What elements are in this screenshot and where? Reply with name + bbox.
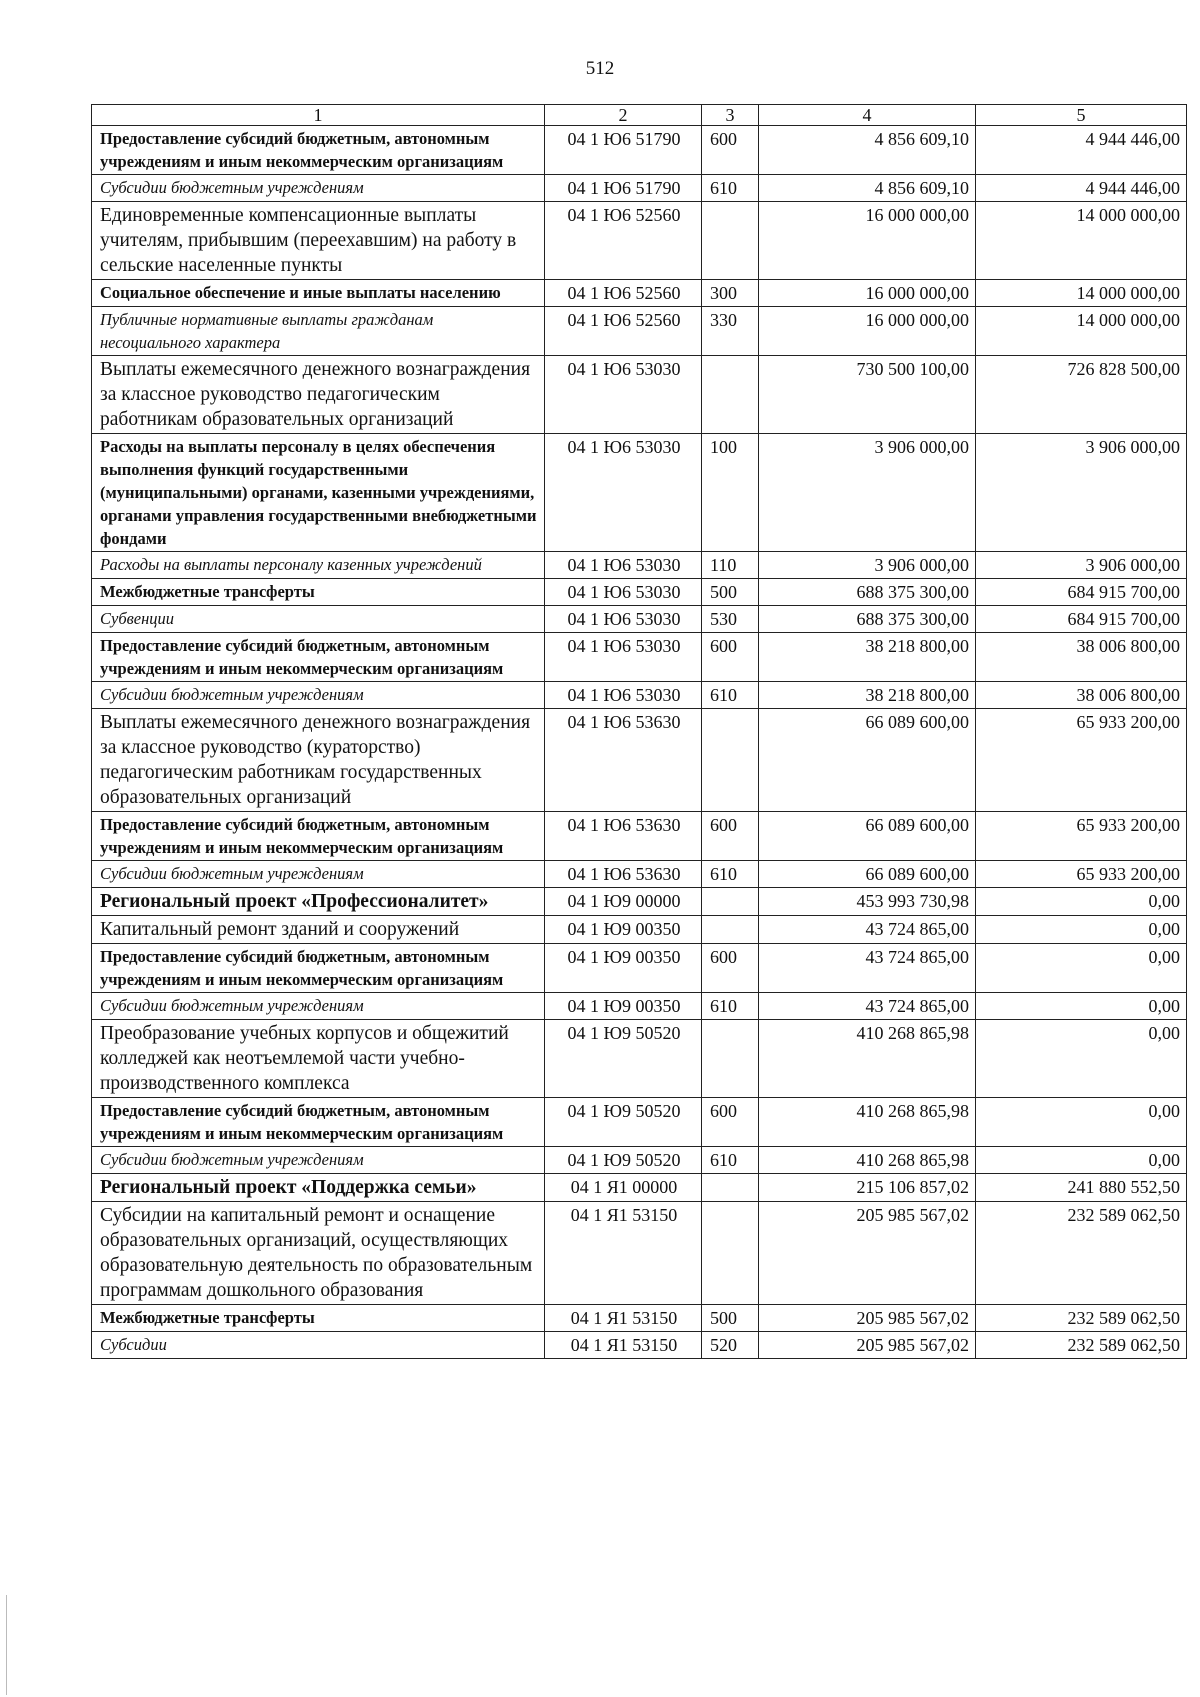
table-row [92, 1332, 1187, 1359]
row-sum-year2-cell: 3 906 000,00 [976, 552, 1187, 579]
row-sum-year1-cell: 38 218 800,00 [759, 682, 976, 709]
row-sum-year2-cell: 4 944 446,00 [976, 126, 1187, 175]
header-cell: 4 [759, 105, 976, 126]
row-sum-year1-cell: 16 000 000,00 [759, 307, 976, 356]
row-sum-year2-cell: 0,00 [976, 888, 1187, 916]
table-row [92, 861, 1187, 888]
row-code-cell: 04 1 Ю6 53630 [545, 812, 702, 861]
row-sum-year1-cell: 688 375 300,00 [759, 606, 976, 633]
row-code-cell: 04 1 Ю9 00350 [545, 916, 702, 944]
row-sum-year1-cell: 3 906 000,00 [759, 552, 976, 579]
row-type-cell: 610 [702, 1147, 759, 1174]
row-sum-year1-cell: 205 985 567,02 [759, 1305, 976, 1332]
row-code-cell: 04 1 Ю6 51790 [545, 175, 702, 202]
table-row [92, 126, 1187, 175]
header-cell: 3 [702, 105, 759, 126]
row-code-cell: 04 1 Ю9 00000 [545, 888, 702, 916]
row-sum-year2-cell: 65 933 200,00 [976, 709, 1187, 812]
row-code-cell: 04 1 Ю6 53030 [545, 633, 702, 682]
row-sum-year2-cell: 3 906 000,00 [976, 434, 1187, 552]
table-row [92, 993, 1187, 1020]
row-code-cell: 04 1 Ю6 53030 [545, 356, 702, 434]
row-sum-year2-cell: 726 828 500,00 [976, 356, 1187, 434]
row-type-cell: 500 [702, 1305, 759, 1332]
table-row [92, 606, 1187, 633]
row-type-cell: 500 [702, 579, 759, 606]
row-name-cell: Субсидии бюджетным учреждениям [92, 682, 545, 709]
row-name-cell: Единовременные компенсационные выплаты учителям, прибывшим (переехавшим) на работу в сельские населенные пункты [92, 202, 545, 280]
row-name-cell: Предоставление субсидий бюджетным, автономным учреждениям и иным некоммерческим организациям [92, 944, 545, 993]
row-type-cell: 100 [702, 434, 759, 552]
table-row [92, 434, 1187, 552]
row-sum-year1-cell: 43 724 865,00 [759, 944, 976, 993]
row-type-cell: 600 [702, 126, 759, 175]
row-type-cell: 610 [702, 175, 759, 202]
row-name-cell: Предоставление субсидий бюджетным, автономным учреждениям и иным некоммерческим организациям [92, 812, 545, 861]
table-row [92, 579, 1187, 606]
row-type-cell: 610 [702, 861, 759, 888]
row-name-cell: Межбюджетные трансферты [92, 1305, 545, 1332]
budget-table [91, 104, 1187, 1359]
table-row [92, 1202, 1187, 1305]
row-sum-year1-cell: 66 089 600,00 [759, 812, 976, 861]
row-sum-year1-cell: 688 375 300,00 [759, 579, 976, 606]
row-name-cell: Предоставление субсидий бюджетным, автономным учреждениям и иным некоммерческим организациям [92, 126, 545, 175]
row-type-cell [702, 916, 759, 944]
row-type-cell: 600 [702, 1098, 759, 1147]
row-type-cell [702, 709, 759, 812]
row-code-cell: 04 1 Ю6 53030 [545, 579, 702, 606]
row-type-cell [702, 1202, 759, 1305]
row-name-cell: Субсидии на капитальный ремонт и оснащение образовательных организаций, осуществляющих образовательную деятельность по образовательным программам дошкольного образования [92, 1202, 545, 1305]
row-sum-year1-cell: 43 724 865,00 [759, 993, 976, 1020]
row-sum-year1-cell: 205 985 567,02 [759, 1202, 976, 1305]
row-sum-year1-cell: 16 000 000,00 [759, 202, 976, 280]
table-row [92, 175, 1187, 202]
row-code-cell: 04 1 Ю9 50520 [545, 1020, 702, 1098]
row-name-cell: Социальное обеспечение и иные выплаты населению [92, 280, 545, 307]
row-code-cell: 04 1 Я1 53150 [545, 1305, 702, 1332]
table-row [92, 682, 1187, 709]
table-row [92, 1305, 1187, 1332]
row-sum-year2-cell: 38 006 800,00 [976, 633, 1187, 682]
row-sum-year1-cell: 453 993 730,98 [759, 888, 976, 916]
row-sum-year1-cell: 205 985 567,02 [759, 1332, 976, 1359]
row-type-cell [702, 1174, 759, 1202]
row-type-cell: 610 [702, 993, 759, 1020]
row-sum-year1-cell: 215 106 857,02 [759, 1174, 976, 1202]
row-sum-year1-cell: 410 268 865,98 [759, 1098, 976, 1147]
row-sum-year1-cell: 410 268 865,98 [759, 1147, 976, 1174]
row-name-cell: Предоставление субсидий бюджетным, автономным учреждениям и иным некоммерческим организациям [92, 633, 545, 682]
row-code-cell: 04 1 Ю6 52560 [545, 280, 702, 307]
row-code-cell: 04 1 Ю6 52560 [545, 202, 702, 280]
row-sum-year2-cell: 14 000 000,00 [976, 307, 1187, 356]
row-code-cell: 04 1 Ю6 52560 [545, 307, 702, 356]
row-sum-year2-cell: 241 880 552,50 [976, 1174, 1187, 1202]
table-row [92, 356, 1187, 434]
row-code-cell: 04 1 Ю6 53030 [545, 606, 702, 633]
row-sum-year2-cell: 0,00 [976, 993, 1187, 1020]
row-sum-year2-cell: 684 915 700,00 [976, 606, 1187, 633]
header-cell: 2 [545, 105, 702, 126]
row-code-cell: 04 1 Ю6 53030 [545, 682, 702, 709]
row-sum-year2-cell: 0,00 [976, 944, 1187, 993]
row-name-cell: Субсидии бюджетным учреждениям [92, 993, 545, 1020]
row-name-cell: Выплаты ежемесячного денежного вознаграждения за классное руководство (кураторство) педагогическим работникам государственных образовательных организаций [92, 709, 545, 812]
row-type-cell: 600 [702, 812, 759, 861]
row-code-cell: 04 1 Ю9 50520 [545, 1098, 702, 1147]
row-type-cell [702, 202, 759, 280]
row-type-cell [702, 888, 759, 916]
table-row [92, 280, 1187, 307]
row-code-cell: 04 1 Ю6 53030 [545, 552, 702, 579]
row-name-cell: Капитальный ремонт зданий и сооружений [92, 916, 545, 944]
row-sum-year2-cell: 65 933 200,00 [976, 812, 1187, 861]
row-name-cell: Межбюджетные трансферты [92, 579, 545, 606]
row-name-cell: Субвенции [92, 606, 545, 633]
row-sum-year2-cell: 232 589 062,50 [976, 1332, 1187, 1359]
scan-margin-line [6, 1595, 7, 1695]
row-name-cell: Региональный проект «Профессионалитет» [92, 888, 545, 916]
row-name-cell: Выплаты ежемесячного денежного вознаграждения за классное руководство педагогическим работникам образовательных организаций [92, 356, 545, 434]
row-type-cell: 330 [702, 307, 759, 356]
row-name-cell: Расходы на выплаты персоналу в целях обеспечения выполнения функций государственными (муниципальными) органами, казенными учреждениями, органами управления государственными внебюджетными фондами [92, 434, 545, 552]
row-type-cell: 520 [702, 1332, 759, 1359]
row-sum-year1-cell: 43 724 865,00 [759, 916, 976, 944]
row-code-cell: 04 1 Я1 00000 [545, 1174, 702, 1202]
row-name-cell: Расходы на выплаты персоналу казенных учреждений [92, 552, 545, 579]
row-sum-year2-cell: 65 933 200,00 [976, 861, 1187, 888]
row-type-cell: 610 [702, 682, 759, 709]
row-type-cell: 300 [702, 280, 759, 307]
row-code-cell: 04 1 Ю6 53630 [545, 861, 702, 888]
row-sum-year1-cell: 38 218 800,00 [759, 633, 976, 682]
table-row [92, 1020, 1187, 1098]
row-type-cell: 600 [702, 633, 759, 682]
row-name-cell: Публичные нормативные выплаты гражданам несоциального характера [92, 307, 545, 356]
table-row [92, 812, 1187, 861]
row-code-cell: 04 1 Я1 53150 [545, 1332, 702, 1359]
table-row [92, 307, 1187, 356]
row-name-cell: Субсидии [92, 1332, 545, 1359]
row-type-cell: 110 [702, 552, 759, 579]
table-row [92, 552, 1187, 579]
row-name-cell: Региональный проект «Поддержка семьи» [92, 1174, 545, 1202]
row-sum-year1-cell: 4 856 609,10 [759, 126, 976, 175]
row-sum-year2-cell: 38 006 800,00 [976, 682, 1187, 709]
table-row [92, 888, 1187, 916]
row-type-cell [702, 1020, 759, 1098]
row-sum-year2-cell: 232 589 062,50 [976, 1305, 1187, 1332]
header-cell: 1 [92, 105, 545, 126]
table-row [92, 202, 1187, 280]
row-code-cell: 04 1 Ю6 53030 [545, 434, 702, 552]
row-code-cell: 04 1 Ю9 50520 [545, 1147, 702, 1174]
row-sum-year1-cell: 66 089 600,00 [759, 861, 976, 888]
row-sum-year1-cell: 4 856 609,10 [759, 175, 976, 202]
table-row [92, 1147, 1187, 1174]
row-code-cell: 04 1 Я1 53150 [545, 1202, 702, 1305]
row-sum-year2-cell: 232 589 062,50 [976, 1202, 1187, 1305]
row-code-cell: 04 1 Ю6 53630 [545, 709, 702, 812]
row-sum-year1-cell: 66 089 600,00 [759, 709, 976, 812]
row-type-cell: 530 [702, 606, 759, 633]
row-name-cell: Субсидии бюджетным учреждениям [92, 1147, 545, 1174]
table-row [92, 944, 1187, 993]
row-sum-year2-cell: 684 915 700,00 [976, 579, 1187, 606]
header-row [92, 105, 1187, 126]
table-row [92, 1174, 1187, 1202]
row-sum-year2-cell: 0,00 [976, 1098, 1187, 1147]
row-sum-year2-cell: 0,00 [976, 916, 1187, 944]
row-sum-year2-cell: 14 000 000,00 [976, 202, 1187, 280]
row-type-cell: 600 [702, 944, 759, 993]
row-sum-year1-cell: 16 000 000,00 [759, 280, 976, 307]
row-code-cell: 04 1 Ю9 00350 [545, 944, 702, 993]
row-name-cell: Субсидии бюджетным учреждениям [92, 861, 545, 888]
header-cell: 5 [976, 105, 1187, 126]
table-row [92, 633, 1187, 682]
row-code-cell: 04 1 Ю6 51790 [545, 126, 702, 175]
table-row [92, 916, 1187, 944]
row-code-cell: 04 1 Ю9 00350 [545, 993, 702, 1020]
row-name-cell: Предоставление субсидий бюджетным, автономным учреждениям и иным некоммерческим организациям [92, 1098, 545, 1147]
row-sum-year2-cell: 14 000 000,00 [976, 280, 1187, 307]
table-row [92, 709, 1187, 812]
row-sum-year1-cell: 730 500 100,00 [759, 356, 976, 434]
row-type-cell [702, 356, 759, 434]
row-name-cell: Преобразование учебных корпусов и общежитий колледжей как неотъемлемой части учебно-производственного комплекса [92, 1020, 545, 1098]
row-sum-year2-cell: 0,00 [976, 1147, 1187, 1174]
page-number: 512 [585, 58, 615, 79]
table-row [92, 1098, 1187, 1147]
row-sum-year2-cell: 4 944 446,00 [976, 175, 1187, 202]
row-sum-year2-cell: 0,00 [976, 1020, 1187, 1098]
row-name-cell: Субсидии бюджетным учреждениям [92, 175, 545, 202]
row-sum-year1-cell: 410 268 865,98 [759, 1020, 976, 1098]
row-sum-year1-cell: 3 906 000,00 [759, 434, 976, 552]
